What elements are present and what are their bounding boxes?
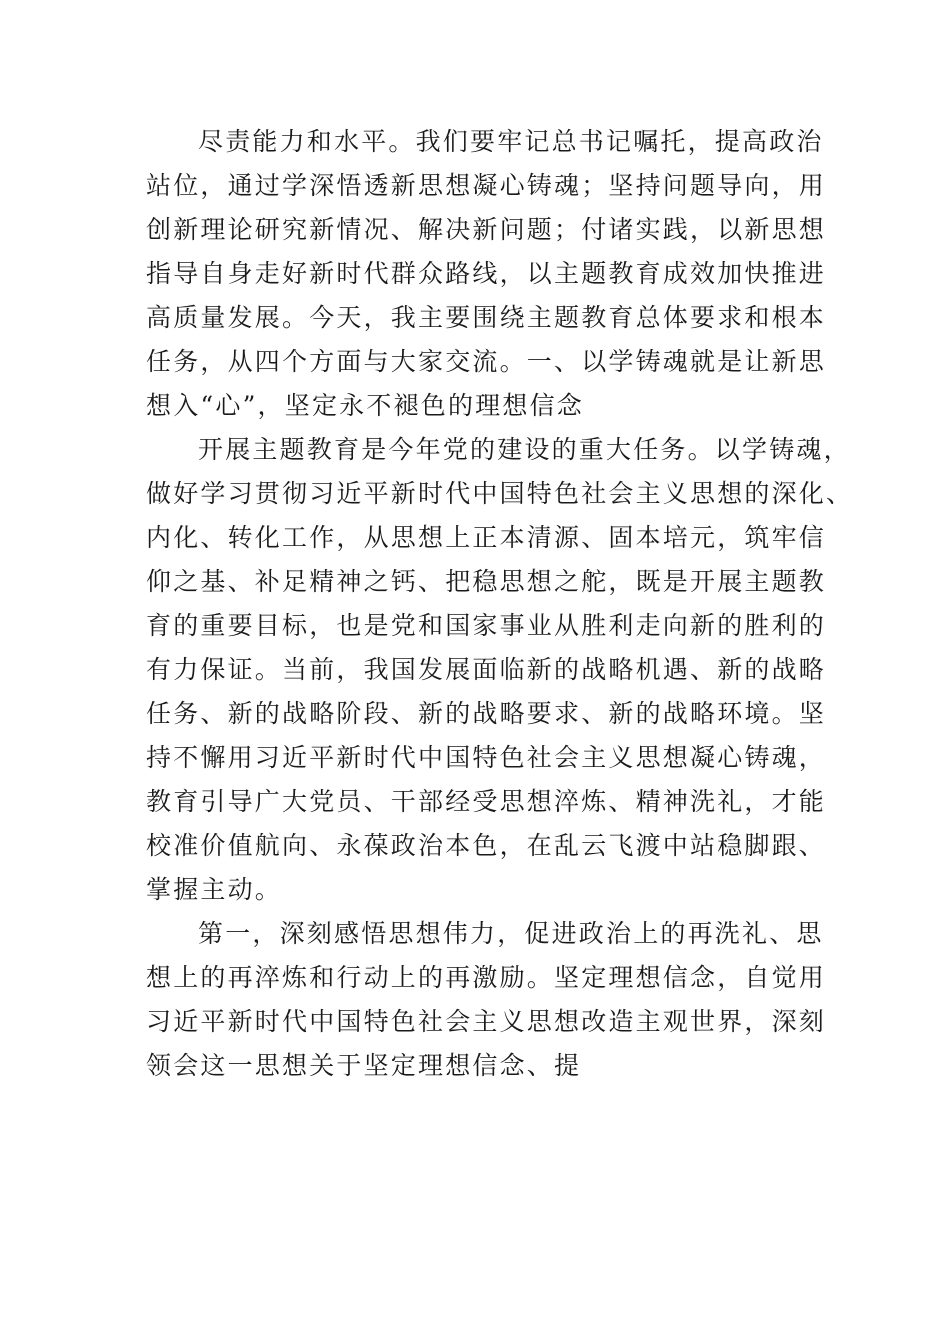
text-line: 指导自身走好新时代群众路线，以主题教育成效加快推进 [146, 259, 827, 288]
text-line: 创新理论研究新情况、解决新问题；付诸实践，以新思想 [146, 215, 827, 244]
text-line: 内化、转化工作，从思想上正本清源、固本培元，筑牢信 [146, 523, 827, 552]
paragraph-2 [146, 428, 854, 912]
text-line: 开展主题教育是今年党的建设的重大任务。以学铸魂， [198, 435, 851, 464]
text-line: 尽责能力和水平。我们要牢记总书记嘱托，提高政治 [198, 127, 824, 156]
paragraph-3 [146, 912, 827, 1088]
text-line: 站位，通过学深悟透新思想凝心铸魂；坚持问题导向，用 [146, 171, 827, 200]
text-line: 想入“心”，坚定永不褪色的理想信念 [146, 391, 584, 420]
text-line: 掌握主动。 [146, 875, 283, 904]
text-line: 持不懈用习近平新时代中国特色社会主义思想凝心铸魂， [146, 743, 827, 772]
text-line: 第一，深刻感悟思想伟力，促进政治上的再洗礼、思 [198, 919, 824, 948]
text-line: 高质量发展。今天，我主要围绕主题教育总体要求和根本 [146, 303, 827, 332]
text-line: 习近平新时代中国特色社会主义思想改造主观世界，深刻 [146, 1007, 827, 1036]
text-line: 校准价值航向、永葆政治本色，在乱云飞渡中站稳脚跟、 [146, 831, 827, 860]
text-line: 想上的再淬炼和行动上的再激励。坚定理想信念，自觉用 [146, 963, 827, 992]
text-line: 做好学习贯彻习近平新时代中国特色社会主义思想的深化、 [146, 479, 854, 508]
text-line: 任务，从四个方面与大家交流。一、以学铸魂就是让新思 [146, 347, 827, 376]
text-line: 领会这一思想关于坚定理想信念、提 [146, 1051, 582, 1080]
text-line: 仰之基、补足精神之钙、把稳思想之舵，既是开展主题教 [146, 567, 827, 596]
text-line: 任务、新的战略阶段、新的战略要求、新的战略环境。坚 [146, 699, 827, 728]
text-line: 教育引导广大党员、干部经受思想淬炼、精神洗礼，才能 [146, 787, 827, 816]
text-line: 有力保证。当前，我国发展面临新的战略机遇、新的战略 [146, 655, 827, 684]
text-line: 育的重要目标，也是党和国家事业从胜利走向新的胜利的 [146, 611, 827, 640]
document-body [146, 120, 854, 1088]
paragraph-1 [146, 120, 827, 428]
